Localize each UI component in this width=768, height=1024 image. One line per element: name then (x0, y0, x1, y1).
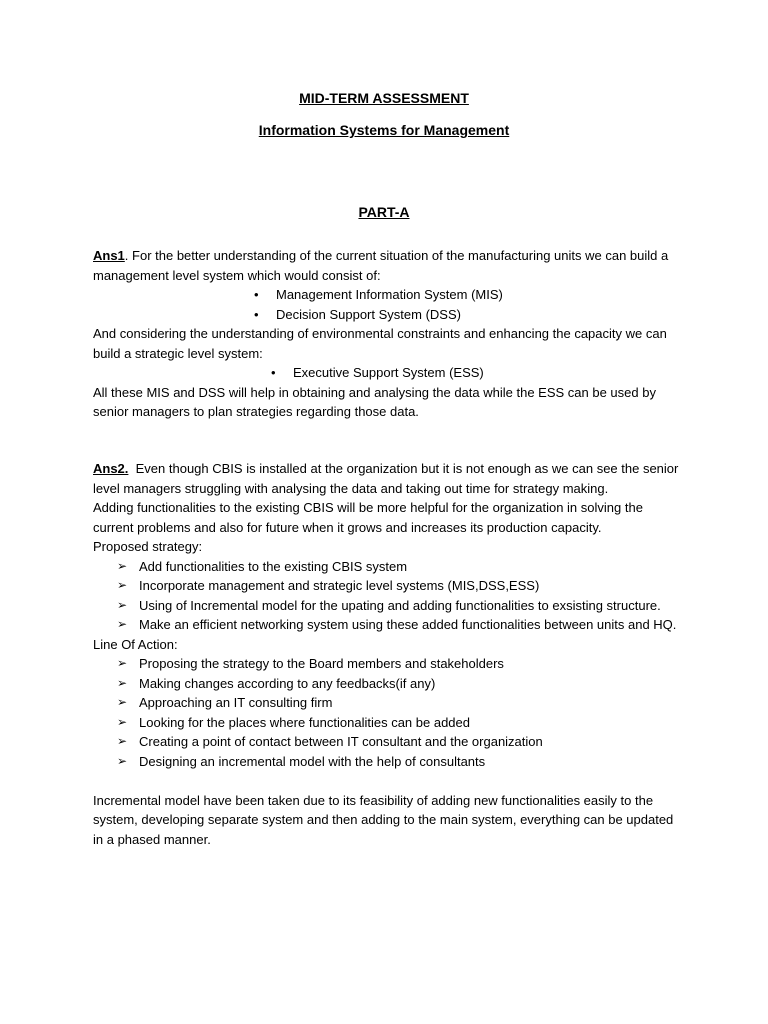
part-heading: PART-A (358, 204, 410, 220)
arrow-bullet-icon: ➢ (117, 558, 128, 573)
answer-2-intro (93, 459, 683, 498)
list-item (93, 305, 683, 325)
answer-2-label: Ans2. (93, 461, 129, 476)
list-item-text: Using of Incremental model for the upating and adding functionalities to exsisting structure. (139, 597, 661, 613)
list-item (93, 693, 683, 713)
strategy-list (93, 557, 683, 635)
action-list (93, 654, 683, 771)
list-item (93, 654, 683, 674)
arrow-bullet-icon: ➢ (117, 656, 128, 670)
answer-1-intro (93, 246, 683, 285)
strategy-heading: Proposed strategy: (93, 539, 203, 554)
answer-1-middle: And considering the understanding of environmental constraints and enhancing the capacity we can build a strategic level system: (93, 326, 667, 361)
list-item-text: Approaching an IT consulting firm (139, 695, 333, 710)
arrow-bullet-icon: ➢ (117, 597, 128, 612)
bullet-dot-icon: • (254, 306, 259, 322)
list-item-text: Proposing the strategy to the Board members and stakeholders (139, 656, 504, 671)
action-heading: Line Of Action: (93, 636, 178, 652)
list-item-text: Management Information System (MIS) (276, 287, 503, 302)
list-item-text: Add functionalities to the existing CBIS system (139, 558, 408, 574)
list-item-text: Making changes according to any feedbacks(if any) (139, 675, 436, 691)
list-item (93, 713, 683, 733)
answer-2-conclusion: Incremental model have been taken due to its feasibility of adding new functionalities easily to the system, developing separate system and then adding to the main system, everything can be updated in a phased manner. (93, 792, 674, 847)
arrow-bullet-icon: ➢ (117, 695, 128, 709)
arrow-bullet-icon: ➢ (117, 617, 128, 631)
list-item (93, 596, 683, 616)
list-item-text: Designing an incremental model with the help of consultants (139, 753, 486, 769)
answer-2-intro-text: Even though CBIS is installed at the organization but it is not enough as we can see the senior level managers struggling with analysing the data and taking out time for strategy making. (93, 461, 682, 496)
answer-1-intro-text: . For the better understanding of the current situation of the manufacturing units we can build a management level system which would consist of: (93, 248, 669, 283)
arrow-bullet-icon: ➢ (117, 734, 128, 748)
bullet-dot-icon: • (254, 287, 259, 302)
list-item (93, 285, 683, 305)
list-item-text: Make an efficient networking system using these added functionalities between units and HQ. (139, 617, 677, 632)
answer-1-section (93, 246, 683, 422)
answer-2-section (93, 459, 683, 849)
arrow-bullet-icon: ➢ (117, 578, 128, 592)
arrow-bullet-icon: ➢ (117, 675, 128, 690)
spacer (93, 771, 683, 791)
list-item (93, 576, 683, 596)
answer-2-paragraph-2: Adding functionalities to the existing CBIS will be more helpful for the organization in solving the current problems and also for future when it grows and increases its production capacity. (93, 500, 643, 535)
list-item-text: Creating a point of contact between IT consultant and the organization (139, 734, 543, 749)
document-title: MID-TERM ASSESSMENT (299, 90, 469, 106)
list-item (93, 363, 683, 383)
list-item (93, 752, 683, 772)
list-item (93, 557, 683, 577)
list-item-text: Executive Support System (ESS) (293, 365, 484, 380)
arrow-bullet-icon: ➢ (117, 714, 128, 729)
arrow-bullet-icon: ➢ (117, 753, 128, 768)
list-item-text: Incorporate management and strategic level systems (MIS,DSS,ESS) (139, 578, 540, 593)
list-item (93, 732, 683, 752)
bullet-dot-icon: • (271, 365, 276, 380)
answer-1-label: Ans1 (93, 248, 125, 263)
list-item (93, 615, 683, 635)
document-subtitle: Information Systems for Management (258, 122, 510, 138)
list-item-text: Looking for the places where functionalities can be added (139, 714, 470, 730)
list-item (93, 674, 683, 694)
list-item-text: Decision Support System (DSS) (276, 306, 461, 322)
answer-1-closing: All these MIS and DSS will help in obtaining and analysing the data while the ESS can be used by senior managers to plan strategies regarding those data. (93, 384, 656, 419)
